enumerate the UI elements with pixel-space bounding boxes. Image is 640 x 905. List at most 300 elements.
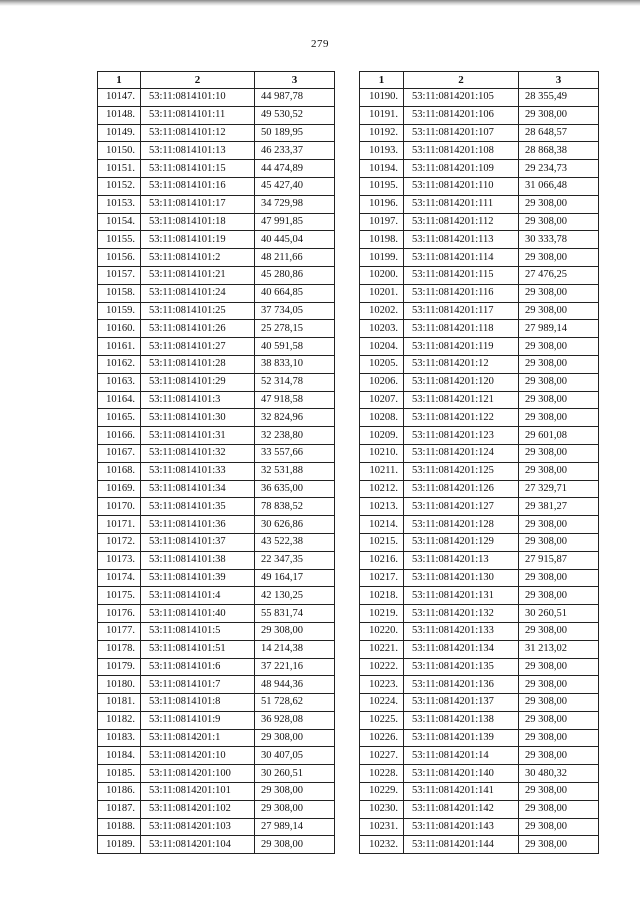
row-number: 10161. — [98, 338, 141, 356]
table-row — [98, 800, 335, 818]
cadastral-value: 29 308,00 — [255, 800, 335, 818]
row-number: 10232. — [360, 836, 404, 854]
row-number: 10178. — [98, 640, 141, 658]
cadastral-number: 53:11:0814101:25 — [141, 302, 255, 320]
cadastral-number: 53:11:0814101:29 — [141, 373, 255, 391]
row-number: 10230. — [360, 800, 404, 818]
row-number: 10185. — [98, 765, 141, 783]
cadastral-number: 53:11:0814201:132 — [404, 605, 519, 623]
row-number: 10222. — [360, 658, 404, 676]
row-number: 10225. — [360, 711, 404, 729]
cadastral-number: 53:11:0814201:117 — [404, 302, 519, 320]
cadastral-value: 36 635,00 — [255, 480, 335, 498]
cadastral-number: 53:11:0814201:101 — [141, 783, 255, 801]
table-row — [360, 213, 599, 231]
cadastral-value: 47 918,58 — [255, 391, 335, 409]
cadastral-number: 53:11:0814201:136 — [404, 676, 519, 694]
cadastral-value: 29 308,00 — [519, 694, 599, 712]
cadastral-value: 30 260,51 — [519, 605, 599, 623]
cadastral-value: 29 308,00 — [519, 818, 599, 836]
cadastral-value: 29 308,00 — [519, 355, 599, 373]
row-number: 10177. — [98, 622, 141, 640]
row-number: 10220. — [360, 622, 404, 640]
cadastral-number: 53:11:0814101:35 — [141, 498, 255, 516]
cadastral-value: 78 838,52 — [255, 498, 335, 516]
cadastral-value: 29 308,00 — [519, 676, 599, 694]
table-row — [98, 640, 335, 658]
table-row — [360, 409, 599, 427]
cadastral-value: 29 308,00 — [519, 462, 599, 480]
cadastral-number: 53:11:0814101:32 — [141, 444, 255, 462]
cadastral-value: 29 308,00 — [519, 711, 599, 729]
cadastral-value: 25 278,15 — [255, 320, 335, 338]
cadastral-value: 29 308,00 — [519, 249, 599, 267]
row-number: 10205. — [360, 355, 404, 373]
cadastral-value: 48 211,66 — [255, 249, 335, 267]
cadastral-value: 29 308,00 — [519, 213, 599, 231]
cadastral-value: 27 476,25 — [519, 266, 599, 284]
row-number: 10176. — [98, 605, 141, 623]
row-number: 10184. — [98, 747, 141, 765]
cadastral-value: 44 474,89 — [255, 160, 335, 178]
cadastral-number: 53:11:0814201:126 — [404, 480, 519, 498]
cadastral-number: 53:11:0814201:140 — [404, 765, 519, 783]
cadastral-number: 53:11:0814101:12 — [141, 124, 255, 142]
row-number: 10195. — [360, 177, 404, 195]
cadastral-number: 53:11:0814101:9 — [141, 711, 255, 729]
row-number: 10224. — [360, 694, 404, 712]
row-number: 10227. — [360, 747, 404, 765]
cadastral-number: 53:11:0814201:128 — [404, 516, 519, 534]
cadastral-number: 53:11:0814101:16 — [141, 177, 255, 195]
cadastral-value: 42 130,25 — [255, 587, 335, 605]
cadastral-number: 53:11:0814201:113 — [404, 231, 519, 249]
cadastral-number: 53:11:0814201:13 — [404, 551, 519, 569]
cadastral-value: 28 648,57 — [519, 124, 599, 142]
cadastral-value: 52 314,78 — [255, 373, 335, 391]
table-row — [98, 177, 335, 195]
row-number: 10199. — [360, 249, 404, 267]
table-row — [360, 177, 599, 195]
cadastral-number: 53:11:0814101:6 — [141, 658, 255, 676]
row-number: 10202. — [360, 302, 404, 320]
column-header-value: 3 — [255, 72, 335, 89]
cadastral-value: 31 066,48 — [519, 177, 599, 195]
cadastral-value: 38 833,10 — [255, 355, 335, 373]
cadastral-value: 37 221,16 — [255, 658, 335, 676]
cadastral-number: 53:11:0814101:30 — [141, 409, 255, 427]
row-number: 10180. — [98, 676, 141, 694]
cadastral-value: 27 989,14 — [519, 320, 599, 338]
row-number: 10223. — [360, 676, 404, 694]
row-number: 10181. — [98, 694, 141, 712]
table-row — [360, 284, 599, 302]
table-row — [360, 444, 599, 462]
table-row — [98, 302, 335, 320]
row-number: 10211. — [360, 462, 404, 480]
table-row — [98, 106, 335, 124]
row-number: 10196. — [360, 195, 404, 213]
table-row — [98, 266, 335, 284]
table-row — [98, 391, 335, 409]
cadastral-value: 55 831,74 — [255, 605, 335, 623]
cadastral-value: 22 347,35 — [255, 551, 335, 569]
row-number: 10187. — [98, 800, 141, 818]
table-row — [360, 462, 599, 480]
row-number: 10191. — [360, 106, 404, 124]
row-number: 10229. — [360, 783, 404, 801]
table-row — [98, 249, 335, 267]
table-row — [98, 533, 335, 551]
cadastral-value: 36 928,08 — [255, 711, 335, 729]
cadastral-value: 37 734,05 — [255, 302, 335, 320]
cadastral-number: 53:11:0814101:10 — [141, 89, 255, 107]
cadastral-number: 53:11:0814201:125 — [404, 462, 519, 480]
row-number: 10170. — [98, 498, 141, 516]
cadastral-value: 47 991,85 — [255, 213, 335, 231]
cadastral-value: 29 308,00 — [519, 338, 599, 356]
table-row — [360, 89, 599, 107]
row-number: 10209. — [360, 427, 404, 445]
table-row — [98, 338, 335, 356]
cadastral-number: 53:11:0814201:135 — [404, 658, 519, 676]
table-row — [98, 444, 335, 462]
row-number: 10182. — [98, 711, 141, 729]
cadastral-value: 40 445,04 — [255, 231, 335, 249]
cadastral-value: 29 308,00 — [519, 373, 599, 391]
table-row — [360, 231, 599, 249]
table-row — [360, 391, 599, 409]
row-number: 10160. — [98, 320, 141, 338]
cadastral-value: 29 234,73 — [519, 160, 599, 178]
row-number: 10175. — [98, 587, 141, 605]
table-row — [98, 694, 335, 712]
cadastral-value: 51 728,62 — [255, 694, 335, 712]
row-number: 10198. — [360, 231, 404, 249]
cadastral-value: 43 522,38 — [255, 533, 335, 551]
cadastral-number: 53:11:0814201:114 — [404, 249, 519, 267]
row-number: 10210. — [360, 444, 404, 462]
register-table-left — [97, 71, 335, 854]
column-header-cadastral: 2 — [404, 72, 519, 89]
table-row — [360, 747, 599, 765]
row-number: 10174. — [98, 569, 141, 587]
cadastral-number: 53:11:0814101:40 — [141, 605, 255, 623]
cadastral-number: 53:11:0814201:143 — [404, 818, 519, 836]
table-row — [360, 498, 599, 516]
table-row — [360, 622, 599, 640]
cadastral-number: 53:11:0814101:36 — [141, 516, 255, 534]
table-row — [98, 676, 335, 694]
row-number: 10158. — [98, 284, 141, 302]
row-number: 10147. — [98, 89, 141, 107]
table-row — [98, 765, 335, 783]
column-header-value: 3 — [519, 72, 599, 89]
row-number: 10186. — [98, 783, 141, 801]
table-row — [360, 676, 599, 694]
table-row — [98, 355, 335, 373]
cadastral-number: 53:11:0814101:18 — [141, 213, 255, 231]
cadastral-number: 53:11:0814101:39 — [141, 569, 255, 587]
cadastral-value: 29 308,00 — [519, 302, 599, 320]
table-row — [98, 836, 335, 854]
table-row — [360, 160, 599, 178]
cadastral-number: 53:11:0814201:141 — [404, 783, 519, 801]
row-number: 10203. — [360, 320, 404, 338]
row-number: 10179. — [98, 658, 141, 676]
cadastral-value: 29 308,00 — [519, 409, 599, 427]
row-number: 10167. — [98, 444, 141, 462]
row-number: 10206. — [360, 373, 404, 391]
row-number: 10156. — [98, 249, 141, 267]
table-row — [98, 498, 335, 516]
table-row — [360, 658, 599, 676]
cadastral-number: 53:11:0814201:129 — [404, 533, 519, 551]
row-number: 10226. — [360, 729, 404, 747]
row-number: 10217. — [360, 569, 404, 587]
table-row — [98, 658, 335, 676]
table-row — [98, 462, 335, 480]
cadastral-value: 30 260,51 — [255, 765, 335, 783]
row-number: 10154. — [98, 213, 141, 231]
row-number: 10193. — [360, 142, 404, 160]
cadastral-number: 53:11:0814101:21 — [141, 266, 255, 284]
row-number: 10215. — [360, 533, 404, 551]
cadastral-value: 29 308,00 — [255, 622, 335, 640]
row-number: 10166. — [98, 427, 141, 445]
table-row — [98, 284, 335, 302]
cadastral-number: 53:11:0814201:110 — [404, 177, 519, 195]
row-number: 10194. — [360, 160, 404, 178]
table-body-left — [98, 89, 335, 854]
row-number: 10173. — [98, 551, 141, 569]
cadastral-value: 29 308,00 — [519, 533, 599, 551]
table-row — [360, 302, 599, 320]
table-row — [360, 711, 599, 729]
register-table-right — [359, 71, 599, 854]
cadastral-number: 53:11:0814201:131 — [404, 587, 519, 605]
table-row — [360, 800, 599, 818]
cadastral-number: 53:11:0814101:34 — [141, 480, 255, 498]
cadastral-value: 29 308,00 — [519, 729, 599, 747]
cadastral-value: 28 355,49 — [519, 89, 599, 107]
row-number: 10212. — [360, 480, 404, 498]
cadastral-number: 53:11:0814101:7 — [141, 676, 255, 694]
cadastral-value: 29 308,00 — [519, 658, 599, 676]
cadastral-number: 53:11:0814201:134 — [404, 640, 519, 658]
cadastral-value: 29 308,00 — [519, 391, 599, 409]
table-row — [360, 480, 599, 498]
page-number: 279 — [311, 38, 329, 50]
cadastral-value: 27 989,14 — [255, 818, 335, 836]
cadastral-number: 53:11:0814101:19 — [141, 231, 255, 249]
cadastral-number: 53:11:0814201:120 — [404, 373, 519, 391]
cadastral-number: 53:11:0814101:24 — [141, 284, 255, 302]
row-number: 10151. — [98, 160, 141, 178]
cadastral-number: 53:11:0814201:106 — [404, 106, 519, 124]
table-row — [98, 818, 335, 836]
table-row — [98, 569, 335, 587]
table-row — [360, 605, 599, 623]
cadastral-value: 29 601,08 — [519, 427, 599, 445]
cadastral-value: 45 427,40 — [255, 177, 335, 195]
cadastral-number: 53:11:0814101:2 — [141, 249, 255, 267]
cadastral-value: 32 531,88 — [255, 462, 335, 480]
cadastral-number: 53:11:0814201:144 — [404, 836, 519, 854]
cadastral-value: 29 308,00 — [255, 836, 335, 854]
row-number: 10192. — [360, 124, 404, 142]
table-row — [360, 694, 599, 712]
cadastral-number: 53:11:0814201:105 — [404, 89, 519, 107]
scan-edge — [0, 0, 640, 6]
row-number: 10155. — [98, 231, 141, 249]
table-row — [98, 124, 335, 142]
row-number: 10216. — [360, 551, 404, 569]
table-row — [98, 373, 335, 391]
table-row — [360, 195, 599, 213]
cadastral-value: 27 329,71 — [519, 480, 599, 498]
cadastral-number: 53:11:0814201:103 — [141, 818, 255, 836]
cadastral-value: 29 308,00 — [519, 106, 599, 124]
table-row — [98, 231, 335, 249]
row-number: 10159. — [98, 302, 141, 320]
cadastral-number: 53:11:0814201:119 — [404, 338, 519, 356]
cadastral-number: 53:11:0814201:108 — [404, 142, 519, 160]
cadastral-number: 53:11:0814201:139 — [404, 729, 519, 747]
cadastral-value: 30 407,05 — [255, 747, 335, 765]
cadastral-number: 53:11:0814101:4 — [141, 587, 255, 605]
cadastral-number: 53:11:0814201:109 — [404, 160, 519, 178]
cadastral-number: 53:11:0814201:100 — [141, 765, 255, 783]
table-row — [98, 213, 335, 231]
cadastral-number: 53:11:0814201:142 — [404, 800, 519, 818]
row-number: 10162. — [98, 355, 141, 373]
row-number: 10201. — [360, 284, 404, 302]
cadastral-number: 53:11:0814201:14 — [404, 747, 519, 765]
row-number: 10157. — [98, 266, 141, 284]
row-number: 10200. — [360, 266, 404, 284]
table-row — [98, 480, 335, 498]
cadastral-number: 53:11:0814201:123 — [404, 427, 519, 445]
cadastral-value: 29 308,00 — [519, 800, 599, 818]
table-row — [98, 195, 335, 213]
table-row — [98, 729, 335, 747]
cadastral-value: 29 308,00 — [519, 516, 599, 534]
row-number: 10218. — [360, 587, 404, 605]
cadastral-number: 53:11:0814201:104 — [141, 836, 255, 854]
row-number: 10149. — [98, 124, 141, 142]
table-row — [360, 249, 599, 267]
row-number: 10165. — [98, 409, 141, 427]
cadastral-value: 40 591,58 — [255, 338, 335, 356]
cadastral-number: 53:11:0814201:12 — [404, 355, 519, 373]
table-row — [98, 516, 335, 534]
cadastral-number: 53:11:0814101:11 — [141, 106, 255, 124]
table-row — [98, 587, 335, 605]
table-row — [360, 836, 599, 854]
table-row — [360, 533, 599, 551]
row-number: 10219. — [360, 605, 404, 623]
table-row — [360, 551, 599, 569]
table-row — [98, 320, 335, 338]
table-row — [360, 266, 599, 284]
table-row — [98, 747, 335, 765]
table-row — [98, 711, 335, 729]
row-number: 10150. — [98, 142, 141, 160]
cadastral-number: 53:11:0814201:118 — [404, 320, 519, 338]
table-row — [360, 569, 599, 587]
cadastral-number: 53:11:0814201:138 — [404, 711, 519, 729]
cadastral-number: 53:11:0814101:13 — [141, 142, 255, 160]
cadastral-number: 53:11:0814101:31 — [141, 427, 255, 445]
column-header-number: 1 — [98, 72, 141, 89]
cadastral-number: 53:11:0814201:107 — [404, 124, 519, 142]
cadastral-number: 53:11:0814201:124 — [404, 444, 519, 462]
cadastral-value: 28 868,38 — [519, 142, 599, 160]
table-row — [98, 142, 335, 160]
cadastral-value: 14 214,38 — [255, 640, 335, 658]
table-row — [360, 338, 599, 356]
cadastral-number: 53:11:0814201:137 — [404, 694, 519, 712]
cadastral-number: 53:11:0814101:27 — [141, 338, 255, 356]
table-row — [98, 622, 335, 640]
cadastral-value: 31 213,02 — [519, 640, 599, 658]
cadastral-number: 53:11:0814101:17 — [141, 195, 255, 213]
cadastral-value: 29 308,00 — [519, 569, 599, 587]
column-header-number: 1 — [360, 72, 404, 89]
cadastral-number: 53:11:0814101:28 — [141, 355, 255, 373]
cadastral-value: 29 308,00 — [519, 444, 599, 462]
cadastral-value: 29 308,00 — [519, 284, 599, 302]
cadastral-value: 29 308,00 — [255, 729, 335, 747]
cadastral-value: 30 626,86 — [255, 516, 335, 534]
row-number: 10183. — [98, 729, 141, 747]
cadastral-number: 53:11:0814201:127 — [404, 498, 519, 516]
row-number: 10172. — [98, 533, 141, 551]
row-number: 10148. — [98, 106, 141, 124]
cadastral-number: 53:11:0814101:38 — [141, 551, 255, 569]
table-row — [360, 427, 599, 445]
table-row — [360, 142, 599, 160]
table-row — [360, 729, 599, 747]
cadastral-number: 53:11:0814201:111 — [404, 195, 519, 213]
cadastral-number: 53:11:0814101:51 — [141, 640, 255, 658]
row-number: 10221. — [360, 640, 404, 658]
cadastral-value: 34 729,98 — [255, 195, 335, 213]
cadastral-number: 53:11:0814101:26 — [141, 320, 255, 338]
table-row — [98, 89, 335, 107]
table-row — [360, 106, 599, 124]
cadastral-value: 32 238,80 — [255, 427, 335, 445]
cadastral-number: 53:11:0814101:3 — [141, 391, 255, 409]
row-number: 10204. — [360, 338, 404, 356]
row-number: 10213. — [360, 498, 404, 516]
table-row — [98, 409, 335, 427]
cadastral-number: 53:11:0814201:121 — [404, 391, 519, 409]
cadastral-number: 53:11:0814201:115 — [404, 266, 519, 284]
row-number: 10164. — [98, 391, 141, 409]
table-row — [360, 640, 599, 658]
cadastral-number: 53:11:0814201:133 — [404, 622, 519, 640]
table-row — [98, 783, 335, 801]
cadastral-value: 33 557,66 — [255, 444, 335, 462]
table-row — [360, 587, 599, 605]
cadastral-value: 27 915,87 — [519, 551, 599, 569]
row-number: 10208. — [360, 409, 404, 427]
cadastral-number: 53:11:0814201:122 — [404, 409, 519, 427]
table-row — [98, 551, 335, 569]
table-row — [98, 160, 335, 178]
